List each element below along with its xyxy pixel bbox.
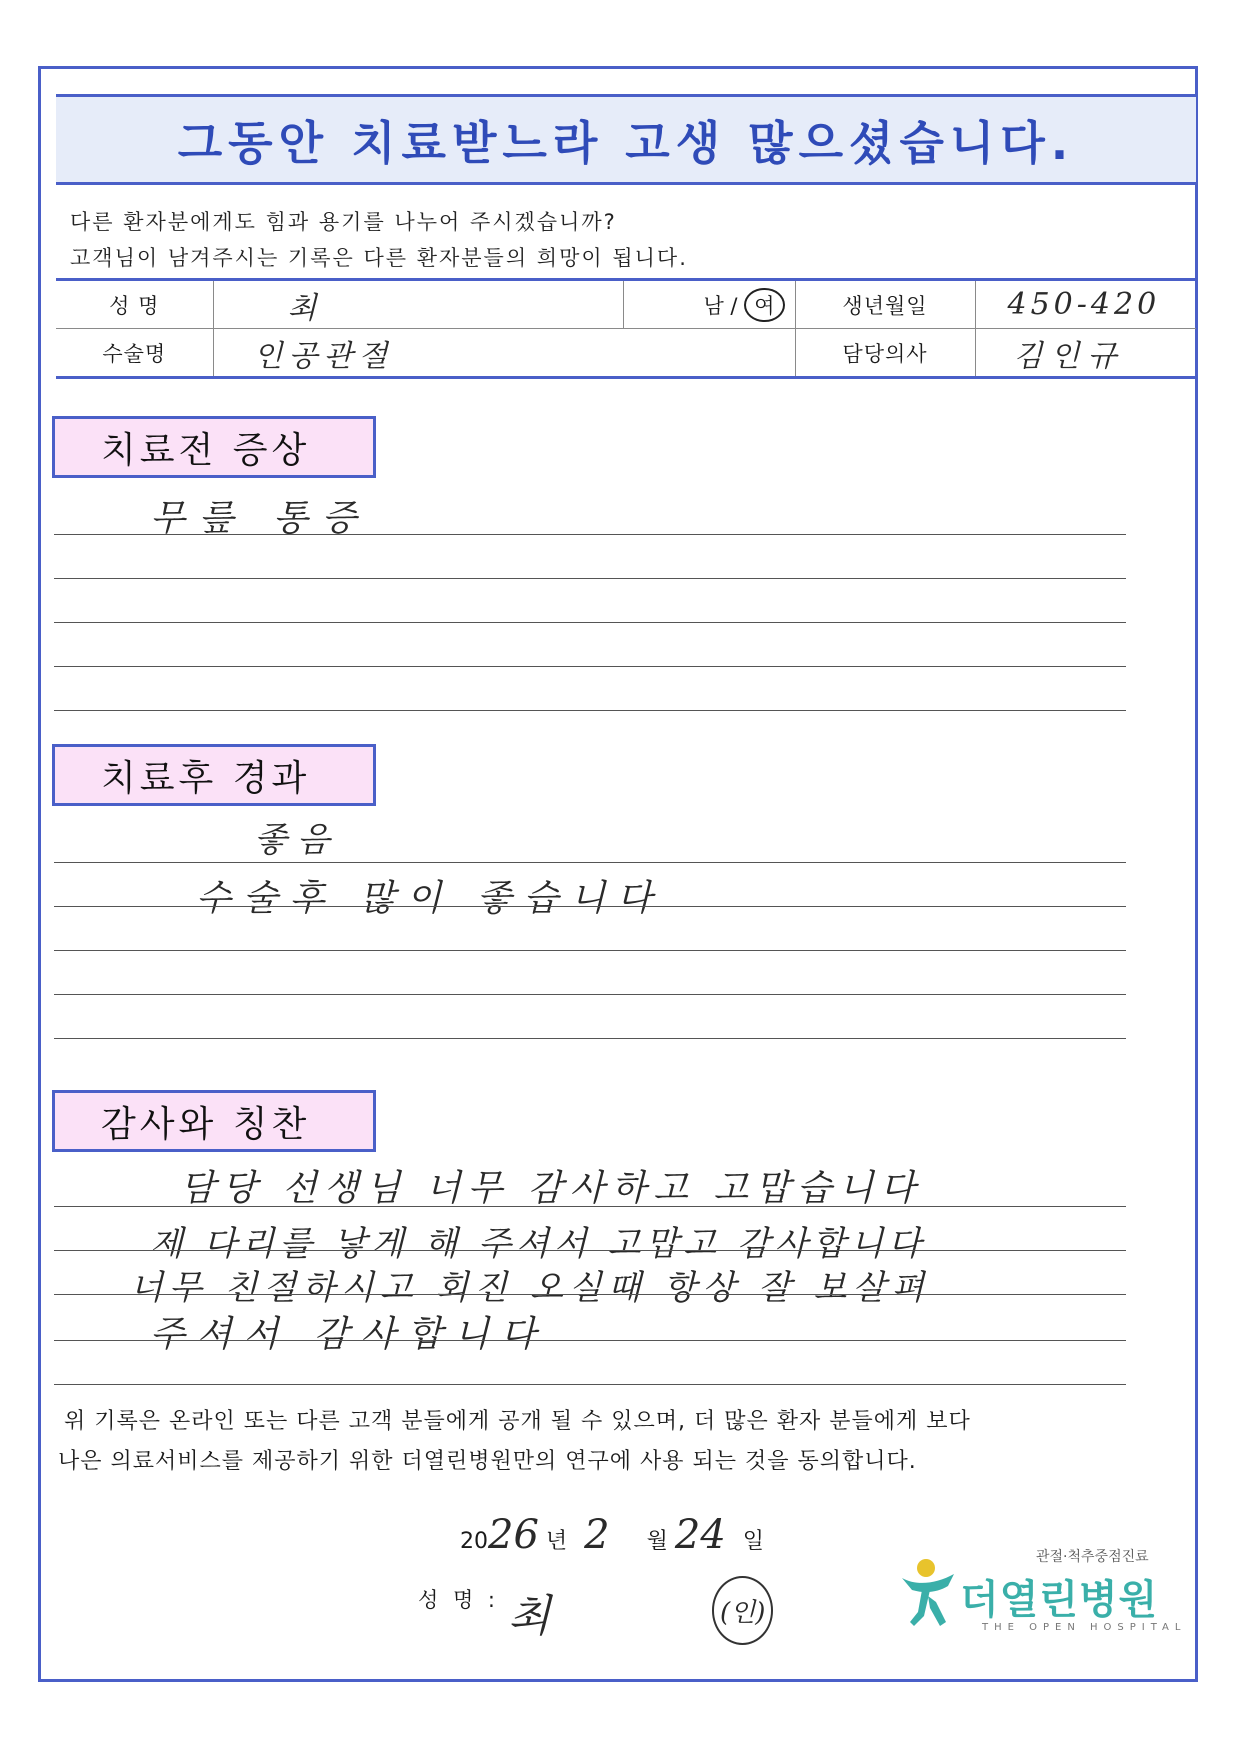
thanks-line-1: 담당 선생님 너무 감사하고 고맙습니다 [180,1168,923,1209]
ruled-line [54,862,1126,863]
hospital-logo-icon [896,1556,958,1630]
doctor-field [975,329,1196,378]
form-title-banner [56,94,1196,185]
intro-line-1: 다른 환자분에게도 힘과 용기를 나누어 주시겠습니까? [70,210,617,234]
gender-female-circled: 여 [744,288,784,322]
ruled-line [54,710,1126,711]
doctor-label: 담당의사 [795,329,975,378]
date-year-prefix: 20 [460,1529,488,1554]
section-before-label: 치료전 증상 [101,429,311,471]
consent-line-2: 나은 의료서비스를 제공하기 위한 더열린병원만의 연구에 사용 되는 것을 동의합니다. [58,1449,917,1474]
section-after-title [52,744,376,806]
name-value: 최 [287,290,317,326]
form-title: 그동안 치료받느라 고생 많으셨습니다. [177,115,1075,170]
ruled-line [54,950,1126,951]
ruled-line [54,906,1126,907]
date-month-label: 월 [646,1529,668,1554]
date-month: 2 [584,1512,610,1558]
ruled-line [54,994,1126,995]
ruled-line [54,578,1126,579]
birth-value: 450-420 [1007,287,1161,322]
section-after-label: 치료후 경과 [101,757,311,799]
name-field [213,280,623,329]
gender-male-label: 남 / [703,293,738,318]
intro-line-2: 고객님이 남겨주시는 기록은 다른 환자분들의 희망이 됩니다. [70,246,688,270]
section-thanks-label: 감사와 칭찬 [101,1103,311,1145]
birth-field [975,280,1196,329]
signature-label: 성 명 : [418,1588,499,1612]
date-year-label: 년 [545,1529,568,1554]
after-line-2: 수술후 많이 좋습니다 [196,878,664,919]
thanks-line-2: 제 다리를 낳게 해 주셔서 고맙고 감사합니다 [150,1224,927,1264]
date-day: 24 [674,1512,726,1558]
logo-tagline: 관절·척추중점진료 [1036,1549,1149,1565]
signature-seal: (인) [712,1576,773,1645]
ruled-line [54,1250,1126,1251]
logo-hospital-name: 더열린병원 [960,1577,1159,1623]
after-line-1: 좋음 [254,820,340,860]
doctor-value: 김인규 [1013,338,1125,374]
surgery-field [213,329,795,378]
ruled-line [54,622,1126,623]
surgery-label: 수술명 [56,329,213,378]
thanks-line-4: 주셔서 감사합니다 [150,1314,548,1355]
before-line-1: 무릎 통증 [150,498,371,539]
gender-field [623,280,795,329]
name-label: 성 명 [56,280,213,329]
ruled-line [54,1384,1126,1385]
birth-label: 생년월일 [795,280,975,329]
ruled-line [54,1206,1126,1207]
ruled-line [54,534,1126,535]
ruled-line [54,1038,1126,1039]
date-year-handwritten: 26 [488,1512,539,1558]
logo-english-name: THE OPEN HOSPITAL [982,1622,1187,1633]
patient-info-table [56,278,1196,379]
date-day-label: 일 [742,1529,765,1554]
surgery-value: 인공관절 [253,338,394,374]
ruled-line [54,1294,1126,1295]
ruled-line [54,1340,1126,1341]
consent-line-1: 위 기록은 온라인 또는 다른 고객 분들에게 공개 될 수 있으며, 더 많은 환자 분들에게 보다 [64,1409,971,1434]
signature-name: 최 [508,1591,551,1642]
signature-date [460,1512,764,1558]
thanks-line-3: 너무 친절하시고 회진 오실때 항상 잘 보살펴 [130,1268,931,1308]
section-before-title [52,416,376,478]
section-thanks-title [52,1090,376,1152]
ruled-line [54,666,1126,667]
